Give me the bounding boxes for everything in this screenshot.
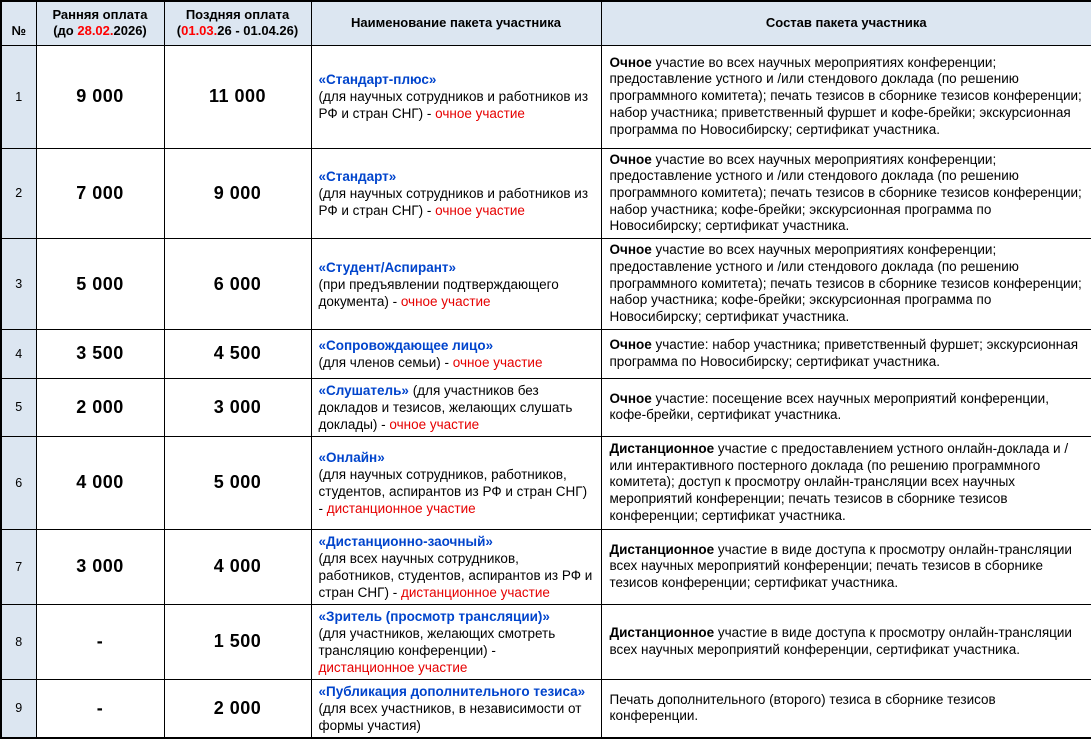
row-number-cell: 9 — [1, 679, 36, 738]
package-contents-cell — [601, 679, 1091, 738]
contents-text: Печать дополнительного (второго) тезиса в сборнике тезисов конференции. — [609, 691, 996, 724]
contents-text: участие в виде доступа к просмотру онлайн-трансляции всех научных мероприятий конференции; печать тезисов в сборнике тезисов конференции; сертификат участника. — [609, 541, 1072, 591]
late-payment-cell: 2 000 — [164, 679, 311, 738]
early-payment-cell: 5 000 — [36, 239, 164, 330]
early-date-post: 2026) — [113, 23, 147, 39]
late-payment-cell: 4 500 — [164, 329, 311, 378]
package-description: (для всех научных сотрудников, работников, студентов, аспирантов из РФ и стран СНГ) - — [318, 550, 593, 600]
package-name-cell — [311, 604, 601, 679]
package-title: «Стандарт» — [318, 168, 397, 184]
header-number-label: № — [11, 23, 26, 39]
contents-lead-bold: Очное — [609, 151, 652, 167]
row-number-cell: 1 — [1, 45, 36, 148]
table-row — [1, 329, 1091, 378]
participation-type-label: очное участие — [452, 354, 543, 370]
participation-type-label: очное участие — [435, 106, 525, 121]
table-row — [1, 436, 1091, 529]
package-description: (для научных сотрудников и работников из РФ и стран СНГ) - — [318, 89, 589, 121]
header-late-payment — [164, 1, 311, 45]
contents-lead-bold: Дистанционное — [609, 541, 715, 557]
table-row — [1, 239, 1091, 330]
contents-text: участие во всех научных мероприятиях конференции; предоставление устного и /или стендового доклада (по решению программного комитета); печать тезисов в сборнике тезисов конференции; набор участника; кофе-брейки; экскурсионная программа по Новосибирску; сертификат участника. — [609, 242, 1082, 325]
table-row — [1, 604, 1091, 679]
package-name-cell — [311, 436, 601, 529]
late-payment-cell: 11 000 — [164, 45, 311, 148]
package-description: (при предъявлении подтверждающего документа) - — [318, 276, 559, 309]
package-contents-cell — [601, 378, 1091, 436]
package-description: (для членов семьи) - — [318, 354, 453, 370]
participation-type-label: дистанционное участие — [318, 659, 468, 675]
contents-lead-bold: Дистанционное — [609, 625, 715, 641]
package-title: «Стандарт-плюс» — [318, 72, 437, 87]
table-header — [1, 1, 1091, 45]
late-payment-cell: 5 000 — [164, 436, 311, 529]
contents-text: участие в виде доступа к просмотру онлайн-трансляции всех научных мероприятий конференции, сертификат участника. — [609, 625, 1072, 657]
early-payment-cell: 3 000 — [36, 529, 164, 604]
package-title: «Слушатель» — [318, 382, 409, 398]
package-name-cell — [311, 378, 601, 436]
header-row — [1, 1, 1091, 45]
row-number-cell: 4 — [1, 329, 36, 378]
participation-type-label: очное участие — [435, 202, 525, 218]
package-name-cell — [311, 239, 601, 330]
package-contents-cell — [601, 604, 1091, 679]
row-number-cell: 6 — [1, 436, 36, 529]
package-title: «Дистанционно-заочный» — [318, 533, 493, 549]
table-body — [1, 45, 1091, 738]
contents-text: участие: посещение всех научных мероприятий конференции, кофе-брейки, сертификат участника. — [609, 390, 1049, 423]
package-contents-cell — [601, 148, 1091, 239]
package-title: «Зритель (просмотр трансляции)» — [318, 608, 550, 624]
contents-text: участие во всех научных мероприятиях конференции; предоставление устного и /или стендового доклада (по решению программного комитета); печать тезисов в сборнике тезисов конференции; набор участника; кофе-брейки; экскурсионная программа по Новосибирску; сертификат участника. — [609, 151, 1082, 234]
early-payment-cell: 7 000 — [36, 148, 164, 239]
package-title: «Публикация дополнительного тезиса» — [318, 683, 586, 699]
table-row — [1, 378, 1091, 436]
early-date-pre: (до — [53, 23, 78, 39]
contents-lead-bold: Очное — [609, 337, 652, 353]
early-payment-cell: - — [36, 679, 164, 738]
contents-text: участие: набор участника; приветственный фуршет; экскурсионная программа по Новосибирску; сертификат участника. — [609, 337, 1079, 369]
contents-lead-bold: Очное — [609, 242, 652, 258]
participation-type-label: дистанционное участие — [326, 500, 476, 516]
participation-type-label: очное участие — [389, 416, 480, 432]
participation-type-label: очное участие — [400, 293, 491, 309]
contents-lead-bold: Очное — [609, 390, 652, 406]
contents-lead-bold: Очное — [609, 54, 652, 70]
package-name-cell — [311, 679, 601, 738]
early-payment-cell: 3 500 — [36, 329, 164, 378]
late-payment-cell: 6 000 — [164, 239, 311, 330]
header-late-title: Поздняя оплата — [185, 7, 290, 22]
row-number-cell: 7 — [1, 529, 36, 604]
table-row — [1, 529, 1091, 604]
package-title: «Студент/Аспирант» — [318, 259, 457, 275]
package-description: (для участников без докладов и тезисов, желающих слушать доклады) - — [318, 382, 573, 432]
header-package-contents — [601, 1, 1091, 45]
package-title: «Онлайн» — [318, 449, 385, 465]
header-package-label: Наименование пакета участника — [350, 15, 562, 31]
row-number-cell: 2 — [1, 148, 36, 239]
late-payment-cell: 3 000 — [164, 378, 311, 436]
late-date-post: 26 - 01.04.26) — [217, 23, 299, 39]
package-contents-cell — [601, 529, 1091, 604]
early-payment-cell: 2 000 — [36, 378, 164, 436]
package-description: (для научных сотрудников, работников, студентов, аспирантов из РФ и стран СНГ) - — [318, 466, 588, 516]
early-payment-cell: 9 000 — [36, 45, 164, 148]
header-package-name — [311, 1, 601, 45]
table-row — [1, 679, 1091, 738]
early-payment-cell: - — [36, 604, 164, 679]
early-payment-cell: 4 000 — [36, 436, 164, 529]
late-date-pre: ( — [176, 23, 182, 39]
late-payment-cell: 9 000 — [164, 148, 311, 239]
contents-lead-bold: Дистанционное — [609, 441, 715, 456]
header-early-title: Ранняя оплата — [52, 7, 148, 22]
package-description: (для всех участников, в независимости от формы участия) — [318, 700, 582, 733]
table-row — [1, 148, 1091, 239]
package-contents-cell — [601, 239, 1091, 330]
late-date-red: 01.03. — [181, 23, 218, 39]
header-contents-label: Состав пакета участника — [765, 15, 927, 31]
row-number-cell: 3 — [1, 239, 36, 330]
early-date-red: 28.02. — [77, 23, 114, 39]
header-late-dates — [171, 23, 305, 39]
contents-text: участие во всех научных мероприятиях конференции; предоставление устного и /или стендового доклада (по решению программного комитета); печать тезисов в сборнике тезисов конференции; набор участника; приветственный фуршет и кофе-брейки; экскурсионная программа по Новосибирску; сертификат участника. — [609, 54, 1082, 137]
package-name-cell — [311, 45, 601, 148]
row-number-cell: 5 — [1, 378, 36, 436]
package-name-cell — [311, 148, 601, 239]
participation-type-label: дистанционное участие — [400, 584, 550, 600]
package-title: «Сопровождающее лицо» — [318, 337, 494, 353]
package-description: (для участников, желающих смотреть трансляцию конференции) - — [318, 625, 556, 658]
row-number-cell: 8 — [1, 604, 36, 679]
late-payment-cell: 4 000 — [164, 529, 311, 604]
package-description: (для научных сотрудников и работников из РФ и стран СНГ) - — [318, 185, 589, 218]
package-contents-cell — [601, 329, 1091, 378]
table-row — [1, 45, 1091, 148]
late-payment-cell: 1 500 — [164, 604, 311, 679]
header-early-dates — [43, 23, 158, 39]
package-contents-cell — [601, 436, 1091, 529]
package-contents-cell — [601, 45, 1091, 148]
package-name-cell — [311, 329, 601, 378]
header-early-payment — [36, 1, 164, 45]
package-name-cell — [311, 529, 601, 604]
contents-text: участие с предоставлением устного онлайн-доклада и /или интерактивного постерного доклада (по решению программного комитета); доступ к просмотру онлайн-трансляции всех научных мероприятий конференции; печать тезисов в сборнике тезисов конференции; сертификат участника. — [609, 441, 1069, 523]
header-number — [1, 1, 36, 45]
